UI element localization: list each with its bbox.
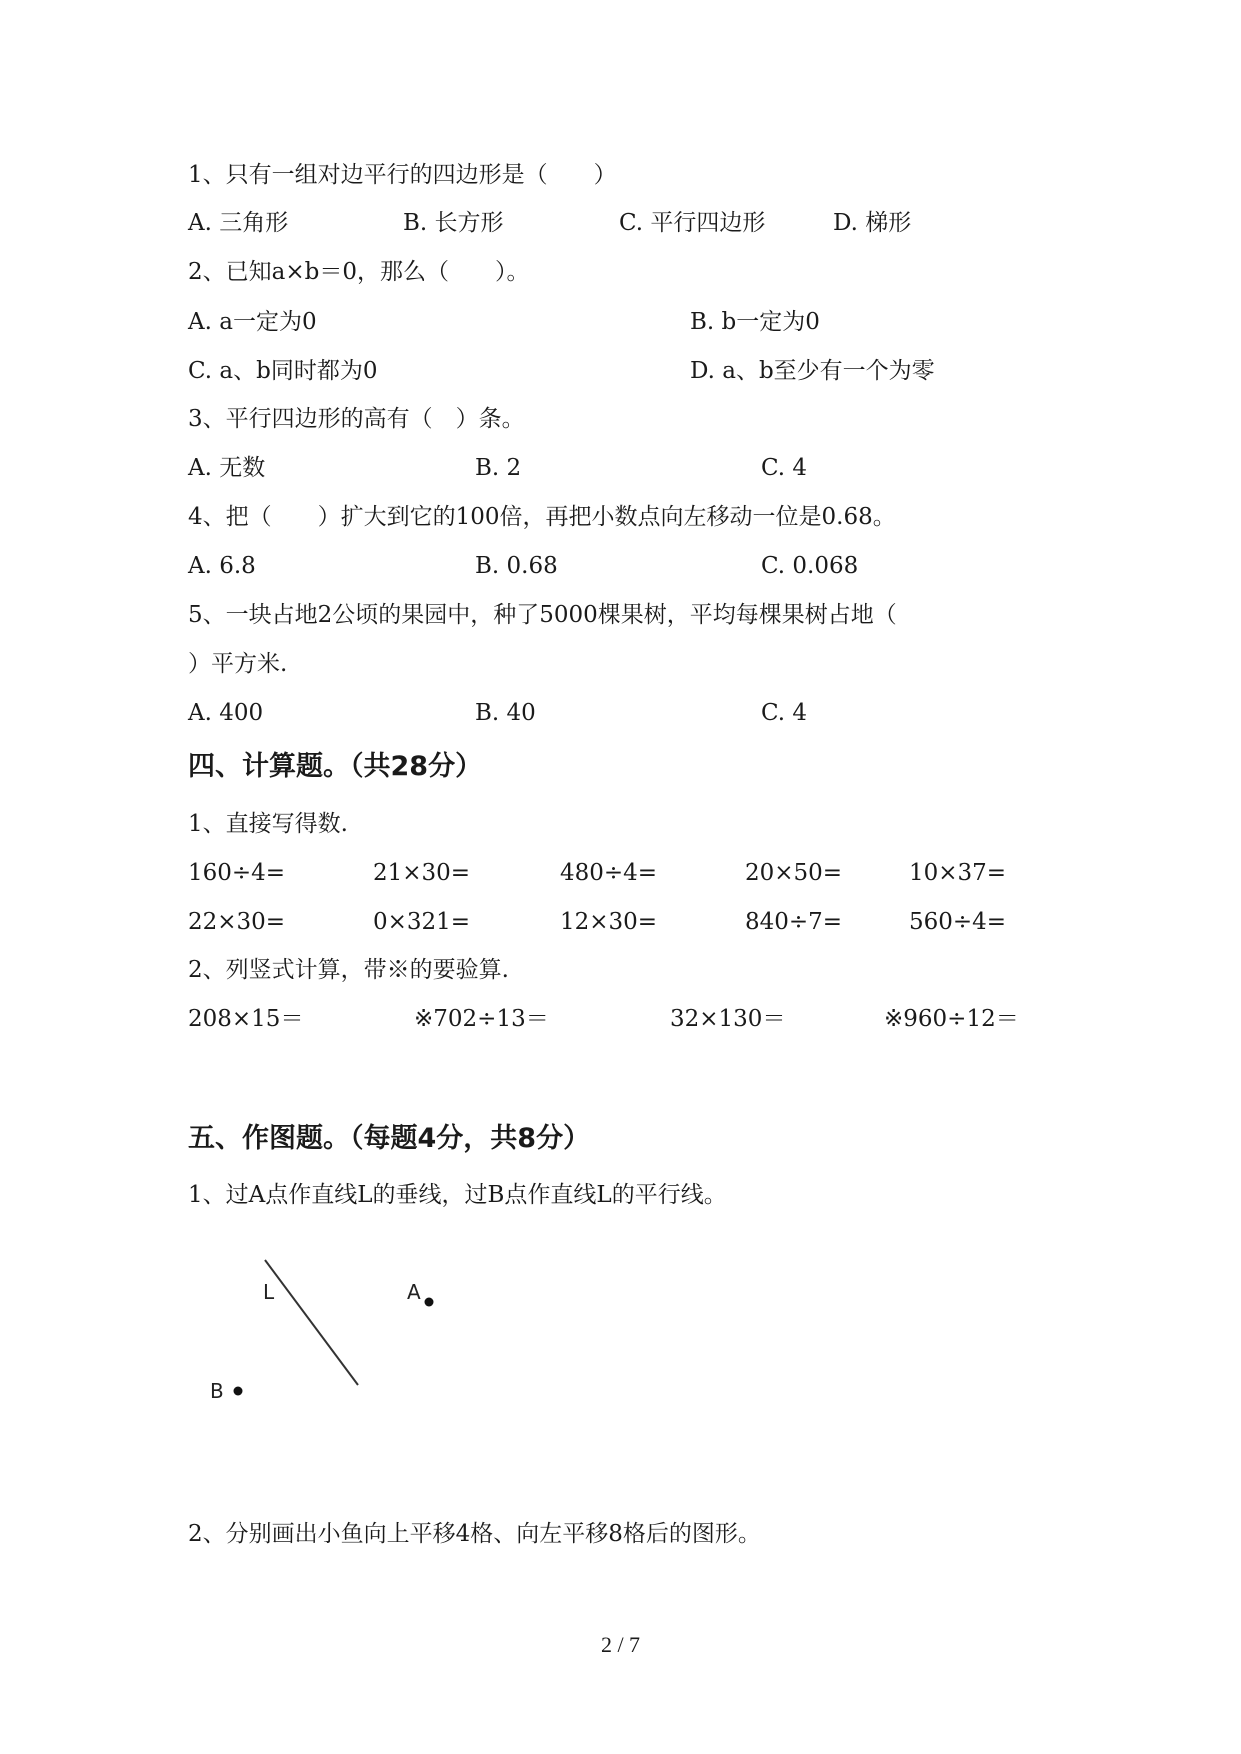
q1-option-c: C. 平行四边形 <box>619 210 766 236</box>
calc-item: 480÷4= <box>560 860 658 886</box>
question-2-stem: 2、已知a×b＝0，那么（ ）。 <box>188 259 530 285</box>
question-4-stem: 4、把（ ）扩大到它的100倍，再把小数点向左移动一位是0.68。 <box>188 504 896 530</box>
calc-question-1-stem: 1、直接写得数. <box>188 811 348 837</box>
calc-item: 560÷4= <box>909 909 1007 935</box>
calc-item: 0×321= <box>373 909 471 935</box>
point-b <box>234 1387 243 1396</box>
section-4-heading: 四、计算题。（共28分） <box>188 751 483 782</box>
line-l-label: L <box>263 1280 275 1304</box>
q1-option-d: D. 梯形 <box>833 210 912 236</box>
q2-option-c: C. a、b同时都为0 <box>188 358 378 384</box>
q5-option-c: C. 4 <box>761 700 808 726</box>
q4-option-a: A. 6.8 <box>188 553 256 579</box>
line-points-figure <box>180 1250 460 1420</box>
q2-option-a: A. a一定为0 <box>188 309 317 335</box>
calc-item: 160÷4= <box>188 860 286 886</box>
point-a <box>425 1298 434 1307</box>
q5-option-b: B. 40 <box>475 700 536 726</box>
q3-option-c: C. 4 <box>761 455 808 481</box>
vertical-calc-item: 208×15＝ <box>188 1006 304 1032</box>
point-a-label: A <box>407 1280 421 1304</box>
q1-option-a: A. 三角形 <box>188 210 289 236</box>
q5-option-a: A. 400 <box>188 700 264 726</box>
calc-question-2-stem: 2、列竖式计算，带※的要验算. <box>188 957 509 983</box>
q1-option-b: B. 长方形 <box>403 210 504 236</box>
point-b-label: B <box>210 1379 224 1403</box>
question-5-stem: 5、一块占地2公顷的果园中，种了5000棵果树，平均每棵果树占地（ <box>188 602 897 628</box>
q2-option-d: D. a、b至少有一个为零 <box>690 358 935 384</box>
q4-option-c: C. 0.068 <box>761 553 859 579</box>
question-1-stem: 1、只有一组对边平行的四边形是（ ） <box>188 162 617 188</box>
line-l <box>265 1260 358 1385</box>
vertical-calc-item: ※960÷12＝ <box>884 1006 1019 1032</box>
calc-item: 21×30= <box>373 860 471 886</box>
calc-item: 12×30= <box>560 909 658 935</box>
vertical-calc-item: ※702÷13＝ <box>414 1006 549 1032</box>
question-3-stem: 3、平行四边形的高有（ ）条。 <box>188 406 525 432</box>
question-5-stem-continued: ）平方米. <box>188 651 288 677</box>
q4-option-b: B. 0.68 <box>475 553 558 579</box>
drawing-question-1-stem: 1、过A点作直线L的垂线，过B点作直线L的平行线。 <box>188 1182 727 1208</box>
q2-option-b: B. b一定为0 <box>690 309 820 335</box>
drawing-question-2-stem: 2、分别画出小鱼向上平移4格、向左平移8格后的图形。 <box>188 1521 761 1547</box>
vertical-calc-item: 32×130＝ <box>670 1006 786 1032</box>
q3-option-a: A. 无数 <box>188 455 266 481</box>
page-number: 2 / 7 <box>600 1632 641 1657</box>
section-5-heading: 五、作图题。（每题4分，共8分） <box>188 1123 591 1154</box>
q3-option-b: B. 2 <box>475 455 522 481</box>
calc-item: 10×37= <box>909 860 1007 886</box>
calc-item: 20×50= <box>745 860 843 886</box>
calc-item: 22×30= <box>188 909 286 935</box>
calc-item: 840÷7= <box>745 909 843 935</box>
